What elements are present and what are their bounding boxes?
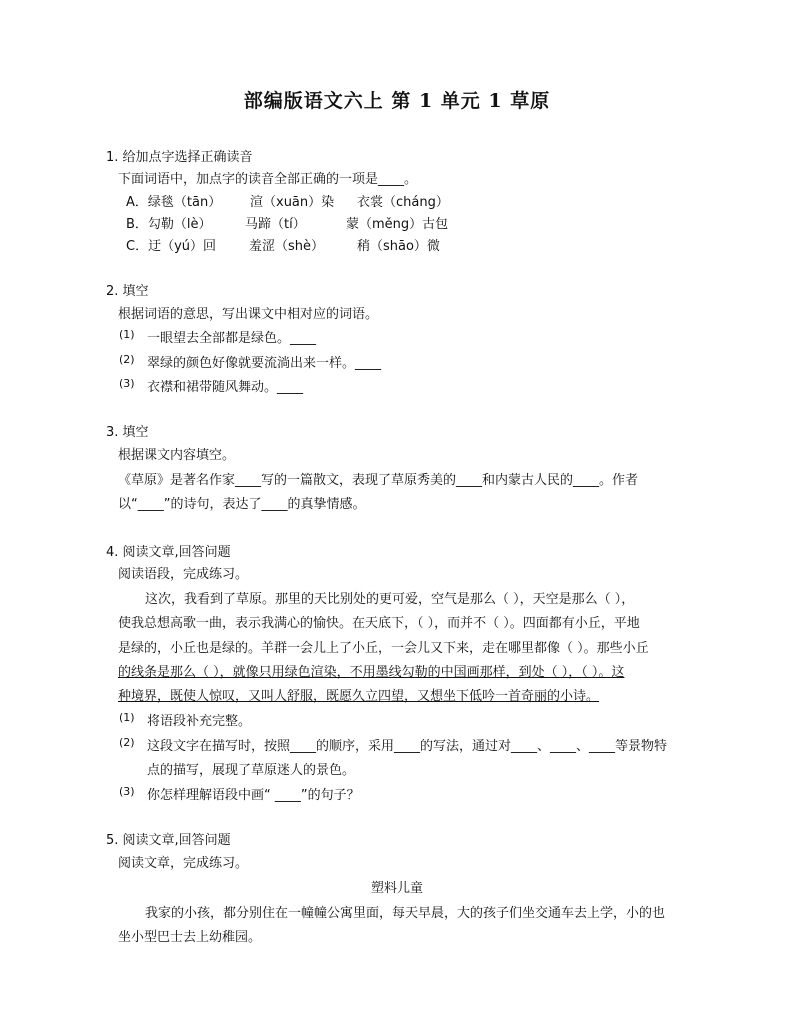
question-2-item-3: 衣襟和裙带随风舞动。____ [147, 380, 304, 395]
question-4-item-1: 将语段补充完整。 [147, 714, 252, 729]
question-1-stem: 下面词语中，加点字的读音全部正确的一项是____。 [118, 172, 418, 187]
passage-line-4-underlined: 的线条是那么（ ），就像只用绿色渲染，不用墨线勾勒的中国画那样，到处（ ），（ ）。这 [118, 665, 625, 680]
item-number: (2) [119, 736, 135, 749]
item-number: (1) [119, 711, 135, 724]
question-4-item-3: 你怎样理解语段中画“ ____”的句子？ [147, 788, 360, 803]
question-4-item-2-line-1: 这段文字在描写时，按照____的顺序，采用____的写法，通过对____、____、____等景物特 [147, 739, 668, 754]
option-a-word-3: 衣裳（cháng） [357, 195, 449, 210]
question-2-item-1: 一眼望去全部都是绿色。____ [147, 331, 317, 346]
option-b-word-2: 马蹄（tí） [245, 217, 306, 232]
passage-line-3: 是绿的，小丘也是绿的。羊群一会儿上了小丘，一会儿又下来，走在哪里都像（ ）。那些小丘 [118, 641, 649, 656]
question-3-line-1: 《草原》是著名作家____写的一篇散文，表现了草原秀美的____和内蒙古人民的____。作者 [118, 473, 639, 488]
question-3-stem: 根据课文内容填空。 [118, 448, 236, 463]
option-c-word-2: 羞涩（shè） [249, 239, 325, 254]
question-4-heading: 4. 阅读文章,回答问题 [106, 545, 231, 560]
story-line-2: 坐小型巴士去上幼稚园。 [118, 930, 262, 945]
page-title: 部编版语文六上 第 1 单元 1 草原 [243, 90, 551, 112]
passage-line-2: 使我总想高歌一曲，表示我满心的愉快。在天底下，（ ），而并不（ ）。四面都有小丘，平地 [118, 616, 640, 631]
question-1-heading: 1. 给加点字选择正确读音 [106, 150, 253, 165]
question-4-item-2-line-2: 点的描写，展现了草原迷人的景色。 [147, 763, 356, 778]
option-a-word-2: 渲（xuān）染 [250, 195, 335, 210]
passage-line-1: 这次，我看到了草原。那里的天比别处的更可爱，空气是那么（ ），天空是那么（ ）， [145, 592, 635, 607]
question-5-stem: 阅读文章，完成练习。 [118, 856, 249, 871]
passage-line-5-underlined: 种境界，既使人惊叹，又叫人舒服，既愿久立四望，又想坐下低吟一首奇丽的小诗。 [118, 689, 600, 704]
item-number: (3) [119, 785, 135, 798]
option-c-word-1: C．迂（yú）回 [126, 239, 217, 254]
question-2-stem: 根据词语的意思，写出课文中相对应的词语。 [118, 307, 379, 322]
option-a-word-1: A．绿毯（tān） [126, 195, 222, 210]
option-b-word-1: B．勾勒（lè） [126, 217, 212, 232]
story-title: 塑料儿童 [370, 881, 423, 896]
item-number: (2) [119, 353, 135, 366]
item-number: (3) [119, 377, 135, 390]
question-4-stem: 阅读语段，完成练习。 [118, 567, 249, 582]
option-b-word-3: 蒙（měng）古包 [346, 217, 449, 232]
option-c-word-3: 稍（shāo）微 [357, 239, 440, 254]
question-2-heading: 2. 填空 [106, 284, 149, 299]
question-3-line-2: 以“____”的诗句，表达了____的真挚情感。 [118, 497, 366, 512]
question-5-heading: 5. 阅读文章,回答问题 [106, 833, 231, 848]
item-number: (1) [119, 328, 135, 341]
story-line-1: 我家的小孩，都分别住在一幢幢公寓里面，每天早晨，大的孩子们坐交通车去上学，小的也 [145, 906, 666, 921]
question-2-item-2: 翠绿的颜色好像就要流淌出来一样。____ [147, 356, 382, 371]
question-3-heading: 3. 填空 [106, 425, 149, 440]
